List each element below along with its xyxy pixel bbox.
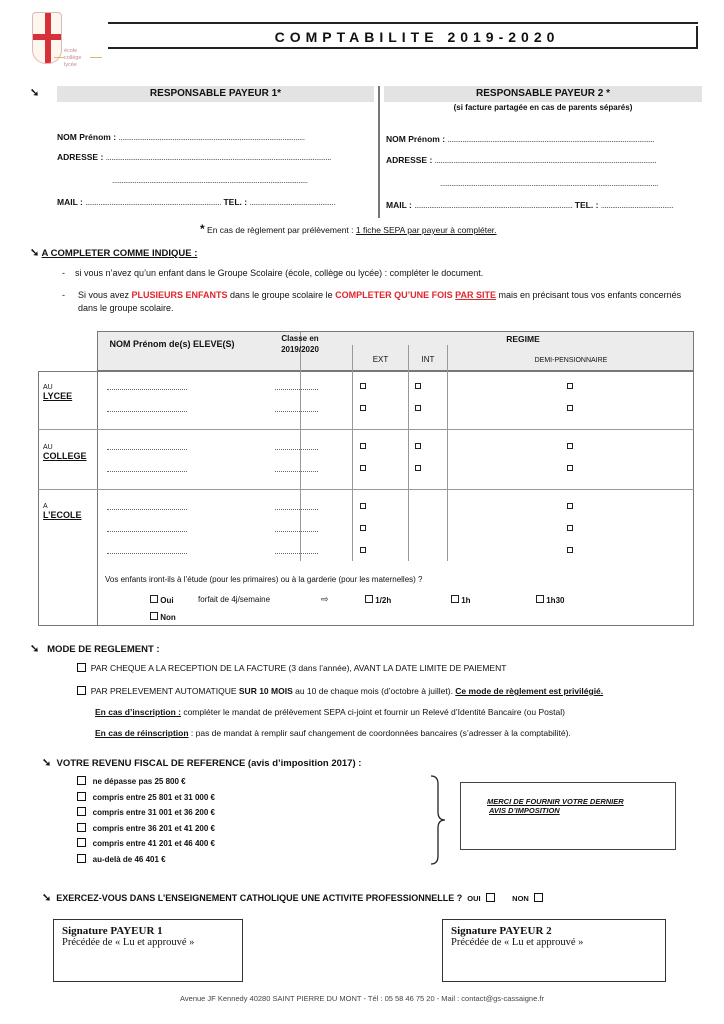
ext-checkbox[interactable] bbox=[360, 383, 366, 389]
int-checkbox[interactable] bbox=[415, 405, 421, 411]
signature-payeur1-box[interactable]: Signature PAYEUR 1 Précédée de « Lu et approuvé » bbox=[53, 919, 243, 982]
group-label-lycee: AU LYCEE bbox=[43, 384, 73, 401]
demi-pensionnaire-checkbox[interactable] bbox=[567, 503, 573, 509]
ext-checkbox[interactable] bbox=[360, 443, 366, 449]
student-classe-field[interactable] bbox=[275, 531, 318, 532]
revenu-option[interactable]: compris entre 36 201 et 41 200 € bbox=[77, 823, 215, 839]
payeur2-subheading: (si facture partagée en cas de parents séparés) bbox=[453, 103, 633, 112]
school-logo bbox=[30, 10, 110, 82]
footer-contact: Avenue JF Kennedy 40280 SAINT PIERRE DU MONT - Tél : 05 58 46 75 20 - Mail : contact@gs-cassaigne.fr bbox=[180, 994, 544, 1003]
instruction-bullet-2: - Si vous avez PLUSIEURS ENFANTS dans le groupe scolaire le COMPLETER QU’UNE FOIS PAR SITE mais en précisant tous vos enfants concernés dans le groupe scolaire. bbox=[62, 290, 682, 313]
student-name-field[interactable] bbox=[107, 553, 187, 554]
sepa-link[interactable]: 1 fiche SEPA par payeur à compléter. bbox=[355, 225, 497, 235]
col-header-ext: EXT bbox=[372, 355, 389, 364]
reglement-heading: ➘ MODE DE REGLEMENT : bbox=[30, 643, 160, 655]
checkbox[interactable] bbox=[77, 807, 86, 816]
etude-1h-option[interactable]: 1h bbox=[451, 595, 471, 605]
payeur-divider bbox=[378, 86, 380, 218]
instruction-bullet-1: - si vous n’avez qu’un enfant dans le Groupe Scolaire (école, collège ou lycée) : compléter le document. bbox=[62, 268, 484, 278]
payeur2-adresse-line2[interactable]: ..................................................................................................................... bbox=[440, 178, 658, 188]
payeur1-nom-field[interactable]: NOM Prénom : .................................................................................................... bbox=[57, 132, 305, 142]
int-checkbox[interactable] bbox=[415, 383, 421, 389]
activite-question: ➘ EXERCEZ-VOUS DANS L’ENSEIGNEMENT CATHOLIQUE UNE ACTIVITE PROFESSIONNELLE ? OUI NON bbox=[42, 891, 543, 904]
etude-question: Vos enfants iront-ils à l’étude (pour les primaires) ou à la garderie (pour les maternelles) ? bbox=[105, 575, 423, 584]
inscription-note: En cas d’inscription : compléter le mandat de prélèvement SEPA ci-joint et fournir un Relevé d’Identité Bancaire (ou Postal) bbox=[95, 707, 565, 717]
student-name-field[interactable] bbox=[107, 471, 187, 472]
student-classe-field[interactable] bbox=[275, 449, 318, 450]
payeur1-tel-label: TEL. : bbox=[223, 197, 248, 207]
regime-table bbox=[38, 331, 694, 626]
activite-oui-checkbox[interactable] bbox=[486, 893, 495, 902]
student-name-field[interactable] bbox=[107, 449, 187, 450]
arrow-icon: ➘ bbox=[42, 757, 52, 769]
revenu-option[interactable]: ne dépasse pas 25 800 € bbox=[77, 776, 215, 792]
checkbox[interactable] bbox=[77, 823, 86, 832]
student-name-field[interactable] bbox=[107, 411, 187, 412]
payeur1-adresse-field[interactable]: ADRESSE : ......................................................................................................................... bbox=[57, 152, 331, 162]
revenu-option[interactable]: au-delà de 46 401 € bbox=[77, 854, 215, 870]
payeur2-tel-label: TEL. : bbox=[574, 200, 599, 210]
ext-checkbox[interactable] bbox=[360, 525, 366, 531]
checkbox[interactable] bbox=[77, 838, 86, 847]
payeur1-adresse-line2[interactable]: ......................................................................................................... bbox=[112, 175, 308, 185]
demi-pensionnaire-checkbox[interactable] bbox=[567, 465, 573, 471]
ext-checkbox[interactable] bbox=[360, 547, 366, 553]
col-header-demi: DEMI-PENSIONNAIRE bbox=[534, 357, 608, 364]
revenu-option[interactable]: compris entre 31 001 et 36 200 € bbox=[77, 807, 215, 823]
revenu-options bbox=[77, 776, 215, 869]
etude-oui-option[interactable]: Oui bbox=[150, 595, 174, 605]
col-header-int: INT bbox=[421, 355, 435, 364]
student-name-field[interactable] bbox=[107, 509, 187, 510]
activite-non-checkbox[interactable] bbox=[534, 893, 543, 902]
checkbox[interactable] bbox=[77, 792, 86, 801]
checkbox[interactable] bbox=[77, 776, 86, 785]
arrow-icon: ➘ bbox=[42, 892, 52, 904]
demi-pensionnaire-checkbox[interactable] bbox=[567, 405, 573, 411]
revenu-heading: ➘ VOTRE REVENU FISCAL DE REFERENCE (avis d’imposition 2017) : bbox=[42, 757, 362, 769]
etude-half-hour-option[interactable]: 1/2h bbox=[365, 595, 391, 605]
arrow-icon: ➘ bbox=[30, 247, 40, 259]
group-label-ecole: A L’ECOLE bbox=[43, 503, 82, 520]
group-label-college: AU COLLEGE bbox=[43, 444, 87, 461]
student-classe-field[interactable] bbox=[275, 389, 318, 390]
col-header-nom: NOM Prénom de(s) ELEVE(S) bbox=[109, 339, 235, 349]
student-classe-field[interactable] bbox=[275, 553, 318, 554]
payeur1-heading: RESPONSABLE PAYEUR 1* bbox=[57, 86, 374, 102]
sepa-note: * En cas de règlement par prélèvement : 1 fiche SEPA par payeur à compléter. bbox=[200, 222, 497, 236]
checkbox[interactable] bbox=[77, 854, 86, 863]
payeur2-nom-field[interactable]: NOM Prénom : ............................................................................................................... bbox=[386, 134, 655, 144]
demi-pensionnaire-checkbox[interactable] bbox=[567, 525, 573, 531]
student-classe-field[interactable] bbox=[275, 411, 318, 412]
demi-pensionnaire-checkbox[interactable] bbox=[567, 443, 573, 449]
title-rule bbox=[108, 22, 698, 24]
payeur2-adresse-field[interactable]: ADRESSE : ....................................................................................................................... bbox=[386, 155, 657, 165]
arrow-icon: ➘ bbox=[30, 643, 40, 655]
reinscription-note: En cas de réinscription : pas de mandat à remplir sauf changement de coordonnées bancaires (s’adresser à la comptabilité). bbox=[95, 728, 571, 738]
reglement-prelevement-option[interactable]: PAR PRELEVEMENT AUTOMATIQUE SUR 10 MOIS au 10 de chaque mois (d’octobre à juillet). Ce mode de règlement est privilégié. bbox=[77, 686, 603, 696]
student-classe-field[interactable] bbox=[275, 471, 318, 472]
demi-pensionnaire-checkbox[interactable] bbox=[567, 547, 573, 553]
instructions-heading: ➘ A COMPLETER COMME INDIQUE : bbox=[30, 247, 198, 259]
etude-1h30-option[interactable]: 1h30 bbox=[536, 595, 564, 605]
student-name-field[interactable] bbox=[107, 531, 187, 532]
page-title: COMPTABILITE 2019-2020 bbox=[108, 26, 698, 49]
int-checkbox[interactable] bbox=[415, 465, 421, 471]
col-header-classe: Classe en 2019/2020 bbox=[281, 334, 319, 354]
student-classe-field[interactable] bbox=[275, 509, 318, 510]
ext-checkbox[interactable] bbox=[360, 503, 366, 509]
ext-checkbox[interactable] bbox=[360, 405, 366, 411]
checkbox[interactable] bbox=[77, 663, 86, 672]
student-name-field[interactable] bbox=[107, 389, 187, 390]
brace-icon bbox=[428, 774, 448, 866]
revenu-option[interactable]: compris entre 41 201 et 46 400 € bbox=[77, 838, 215, 854]
avis-imposition-note: MERCI DE FOURNIR VOTRE DERNIER AVIS D’IMPOSITION bbox=[460, 782, 676, 850]
int-checkbox[interactable] bbox=[415, 443, 421, 449]
col-header-regime: REGIME bbox=[506, 334, 540, 344]
etude-non-option[interactable]: Non bbox=[150, 612, 176, 622]
payeur2-heading: RESPONSABLE PAYEUR 2 * bbox=[384, 86, 702, 102]
forfait-label: forfait de 4j/semaine bbox=[198, 595, 271, 604]
arrow-icon: ➘ bbox=[30, 87, 40, 99]
checkbox[interactable] bbox=[77, 686, 86, 695]
demi-pensionnaire-checkbox[interactable] bbox=[567, 383, 573, 389]
ext-checkbox[interactable] bbox=[360, 465, 366, 471]
logo-text: école collège lycée bbox=[64, 48, 82, 68]
signature-payeur2-box[interactable]: Signature PAYEUR 2 Précédée de « Lu et approuvé » bbox=[442, 919, 666, 982]
payeur1-mail-field[interactable]: MAIL : ......................................................................... TEL. : .............................................. bbox=[57, 197, 336, 207]
revenu-option[interactable]: compris entre 25 801 et 31 000 € bbox=[77, 792, 215, 808]
payeur2-mail-field[interactable]: MAIL : ..................................................................................... TEL. : ....................................... bbox=[386, 200, 674, 210]
arrow-right-icon: ⇨ bbox=[321, 594, 329, 604]
reglement-cheque-option[interactable]: PAR CHEQUE A LA RECEPTION DE LA FACTURE (3 dans l’année), AVANT LA DATE LIMITE DE PAIEMENT bbox=[77, 663, 506, 673]
